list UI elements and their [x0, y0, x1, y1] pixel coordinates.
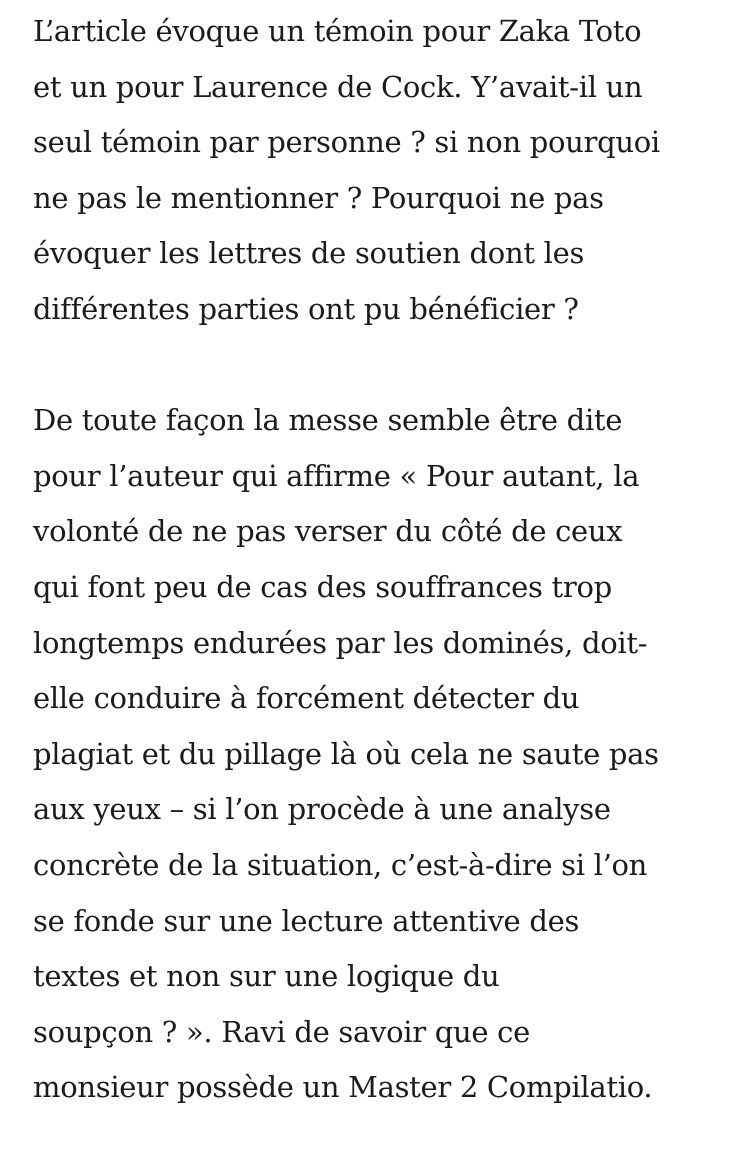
- comment-text: [33, 4, 733, 1116]
- text-line: aux yeux – si l’on procède à une analyse: [33, 792, 611, 827]
- text-line: évoquer les lettres de soutien dont les: [33, 236, 585, 271]
- text-line: plagiat et du pillage là où cela ne saute pas: [33, 736, 659, 771]
- text-line: différentes parties ont pu bénéficier ?: [33, 291, 579, 326]
- paragraph-2: [33, 393, 733, 1116]
- text-line: qui font peu de cas des souffrances trop: [33, 569, 612, 604]
- text-line: monsieur possède un Master 2 Compilatio.: [33, 1070, 653, 1105]
- text-line: elle conduire à forcément détecter du: [33, 681, 580, 716]
- text-line: volonté de ne pas verser du côté de ceux: [33, 514, 623, 549]
- text-line: textes et non sur une logique du: [33, 959, 500, 994]
- text-line: se fonde sur une lecture attentive des: [33, 903, 580, 938]
- text-line: concrète de la situation, c’est-à-dire si l’on: [33, 847, 648, 882]
- text-line: seul témoin par personne ? si non pourquoi: [33, 125, 660, 160]
- paragraph-1: [33, 4, 733, 338]
- text-line: De toute façon la messe semble être dite: [33, 403, 623, 438]
- text-line: longtemps endurées par les dominés, doit-: [33, 625, 648, 660]
- text-line: ne pas le mentionner ? Pourquoi ne pas: [33, 180, 604, 215]
- text-line: L’article évoque un témoin pour Zaka Toto: [33, 14, 642, 48]
- text-line: soupçon ? ». Ravi de savoir que ce: [33, 1014, 530, 1049]
- text-line: pour l’auteur qui affirme « Pour autant, la: [33, 458, 640, 493]
- text-line: et un pour Laurence de Cock. Y’avait-il un: [33, 69, 643, 104]
